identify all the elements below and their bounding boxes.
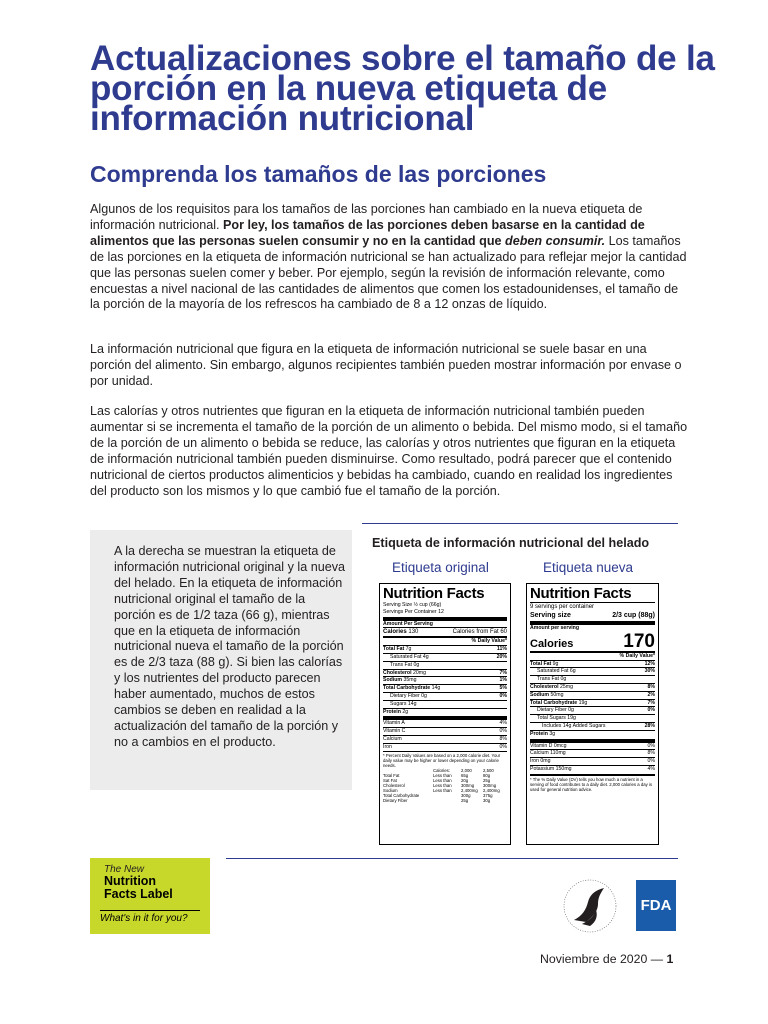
new-vitamin-row [530, 757, 655, 765]
orig-dv-table-cell: 80g [483, 773, 491, 779]
new-nutrient-row-label: Dietary Fiber [537, 707, 567, 714]
new-vitamin-dv: 8% [647, 750, 655, 757]
new-nutrient-row [530, 683, 655, 691]
page-subtitle: Comprenda los tamaños de las porciones [90, 161, 547, 187]
orig-amount-per: Amount Per Serving [383, 620, 433, 627]
intro-text-d: Los tamaños de las porciones en la etiqueta de información nutricional se han actualizado para reflejar mejor la cantidad que las personas suelen comer y beber. Por ejemplo, según la revisión de información relevante, como encuestas a nivel nacional de las cantidades de alimentos que comen los estadounidenses, el tamaño de la porción de la mayoría de los refrescos ha cambiado de 8 a 12 onzas de líquido. [90, 233, 687, 312]
original-label-heading: Etiqueta original [392, 560, 489, 575]
new-nutrition-label [526, 583, 659, 845]
new-nutrient-row-name [542, 723, 605, 730]
orig-nutrient-row [383, 653, 507, 661]
new-vitamin-name: Potassium 150mg [530, 765, 572, 772]
new-vitamin-row [530, 743, 655, 750]
orig-nutrient-row-dv: 20% [496, 653, 507, 660]
orig-servings-per: Servings Per Container 12 [383, 608, 444, 615]
panel-title: Etiqueta de información nutricional del helado [372, 536, 650, 550]
new-calories-row: Calories 170 [530, 630, 655, 652]
orig-vitamin-row [383, 735, 507, 743]
hhs-seal-icon [560, 876, 620, 936]
badge-line-3: Facts Label [104, 887, 173, 901]
new-nutrient-row-label: Saturated Fat [537, 668, 569, 675]
orig-vitamin-row [383, 720, 507, 727]
orig-vitamin-dv: 0% [499, 743, 507, 750]
orig-dv-table-cell: 2,000 [461, 768, 472, 774]
orig-nutrient-row [383, 692, 507, 700]
orig-serving-size: Serving Size ½ cup (66g) [383, 602, 442, 608]
new-nutrient-row-label: Includes 14g Added Sugars [542, 722, 606, 729]
orig-nutrient-row [383, 708, 507, 716]
new-nutrient-row-label: Trans Fat [537, 676, 560, 683]
orig-nutrient-row-name: Trans Fat 0g [390, 661, 420, 668]
new-vitamin-name: Calcium 110mg [530, 750, 566, 757]
orig-vitamin-name: Iron [383, 743, 392, 750]
new-nf-title: Nutrition Facts [530, 585, 632, 602]
orig-dv-table-cell: 65g [461, 773, 469, 779]
orig-dv-table-cell: 30g [483, 798, 491, 804]
new-label-heading: Etiqueta nueva [543, 560, 634, 575]
new-amount-per: Amount per serving [530, 625, 580, 631]
new-nutrient-row-dv: 2% [647, 691, 655, 698]
new-nutrient-row-label: Sodium [530, 691, 550, 698]
orig-nutrient-row-label: Dietary Fiber [390, 692, 420, 699]
new-vitamin-dv: 0% [647, 742, 655, 749]
orig-dv-table-cell: Calories: [433, 768, 450, 774]
orig-dv-table-cell: 300mg [461, 783, 475, 789]
new-vitamin-name: Vitamin D 0mcg [530, 742, 567, 749]
new-nutrient-row-name: Sodium 50mg [530, 691, 564, 698]
new-nutrient-row [530, 730, 655, 738]
new-nutrient-row-name: Trans Fat 0g [537, 676, 567, 683]
orig-nutrient-row-label: Total Carbohydrate [383, 685, 431, 692]
orig-dv-table-cell [433, 798, 461, 803]
new-nutrient-row-label: Total Sugars [537, 715, 566, 722]
orig-nutrient-row [383, 645, 507, 653]
new-nutrient-row-name: Saturated Fat 6g [537, 668, 576, 675]
paragraph-2: La información nutricional que figura en la etiqueta de información nutricional se suele basar en una porción del alimento. Sin embargo, algunos recipientes también pueden mostrar información por envase o por unidad. [90, 342, 682, 388]
sidebar-text: A la derecha se muestran la etiqueta de información nutricional original y la nueva del helado. En la etiqueta de información nutricional original el tamaño de la porción es de 1/2 taza (66 g), mientras que en la etiqueta de información nutricional nueva el tamaño de la porción es de 2/3 taza (88 g). Si bien las calorías y los nutrientes del producto parecen haber aumentado, muchos de estos cambios se deben en realidad a la actualización del tamaño de la porción y no a cambios en el producto. [114, 544, 346, 749]
new-vitamin-row [530, 749, 655, 757]
orig-nutrient-row-name: Saturated Fat 4g [390, 653, 429, 660]
orig-nutrient-row-label: Cholesterol [383, 669, 412, 676]
orig-vitamin-row [383, 743, 507, 751]
orig-nutrient-row-dv: 7% [499, 669, 507, 676]
divider-top [362, 523, 678, 524]
new-nutrient-row-dv: 28% [644, 722, 655, 729]
orig-nutrient-row-name: Cholesterol 20mg [383, 669, 426, 676]
orig-vitamin-dv: 4% [499, 720, 507, 727]
orig-dv-table-cell: 300g [461, 793, 471, 799]
new-nutrient-row-dv: 0% [647, 707, 655, 714]
orig-nutrient-row-dv: 5% [499, 685, 507, 692]
intro-paragraph [90, 202, 690, 313]
orig-nutrient-row-label: Saturated Fat [390, 653, 422, 660]
orig-vitamin-dv: 8% [499, 735, 507, 742]
orig-nutrient-row-label: Sodium [383, 677, 403, 684]
orig-nutrient-row-dv: 11% [496, 646, 507, 653]
orig-vitamin-name: Calcium [383, 735, 402, 742]
new-nutrient-list [530, 660, 655, 738]
orig-dv-table-cell: Less than [433, 778, 452, 784]
new-nutrient-row-dv: 7% [647, 699, 655, 706]
new-servings-per: 9 servings per container [530, 602, 655, 611]
new-vitamin-row [530, 765, 655, 773]
intro-text-italic: deben consumir. [505, 233, 606, 248]
new-nutrient-row-label: Protein [530, 730, 548, 737]
orig-nutrient-list [383, 645, 507, 715]
new-nutrient-row-name: Total Sugars 19g [537, 715, 576, 722]
orig-nutrient-row [383, 700, 507, 708]
original-nutrition-label [379, 583, 511, 845]
orig-nutrient-row-name: Total Carbohydrate 14g [383, 685, 441, 692]
orig-vitamin-name: Vitamin C [383, 728, 406, 735]
badge-line-1: The New [104, 864, 145, 875]
new-nutrient-row [530, 660, 655, 668]
orig-nutrient-row-dv: 1% [499, 677, 507, 684]
page-footer [540, 952, 673, 966]
new-nutrient-row-dv: 8% [647, 683, 655, 690]
orig-nf-title: Nutrition Facts [383, 585, 485, 602]
new-serving-size: Serving size 2/3 cup (88g) [530, 612, 655, 619]
new-vitamin-name: Iron 0mg [530, 758, 551, 765]
orig-dv-table-cell: 375g [483, 793, 493, 799]
new-nutrient-row-dv: 12% [644, 660, 655, 667]
orig-dv-table-cell: 20g [461, 778, 469, 784]
orig-dv-table-cell: Less than [433, 773, 452, 779]
orig-vitamin-row [383, 727, 507, 735]
new-nutrient-row [530, 706, 655, 714]
orig-dv-table-cell: 2,500 [483, 768, 494, 774]
page-number: 1 [666, 952, 674, 966]
new-nutrient-row-name: Cholesterol 25mg [530, 683, 573, 690]
orig-dv-header: % Daily Value* [471, 638, 507, 645]
new-nutrient-row [530, 722, 655, 730]
orig-vitamin-list [383, 720, 507, 750]
orig-nutrient-row-label: Sugars [390, 700, 407, 707]
new-nutrient-row [530, 667, 655, 675]
new-vitamin-dv: 4% [647, 765, 655, 772]
paragraph-3: Las calorías y otros nutrientes que figuran en la etiqueta de información nutricional también pueden aumentar si se incrementa el tamaño de la porción de un alimento o bebida. Del mismo modo, si el tamaño de la porción de un alimento o bebida se reduce, las calorías y otros nutrientes que figuran en la etiqueta de información nutricional también pueden disminuirse. Como resultado, podrá parecer que el contenido nutricional de ciertos productos alimenticios y bebidas ha cambiado, cuando en realidad los ingredientes del producto son los mismos y lo que cambió fue el tamaño de la porción. [90, 404, 688, 498]
orig-dv-table-cell: Less than [433, 783, 452, 789]
new-dv-header: % Daily Value* [619, 652, 655, 659]
new-nutrient-row-label: Total Fat [530, 660, 552, 667]
new-nutrient-row-name: Total Fat 9g [530, 660, 559, 667]
orig-dv-table-cell: 25g [461, 798, 469, 804]
new-footnote: * The % Daily Value (DV) tells you how much a nutrient in a serving of food contributes to a daily diet. 2,000 calories a day is used for general nutrition advice. [530, 774, 655, 793]
orig-nutrient-row [383, 684, 507, 692]
orig-nutrient-row-name: Protein 2g [383, 708, 409, 715]
footer-date: Noviembre de 2020 — [540, 952, 664, 966]
orig-dv-table-cell: Total Fat [383, 773, 400, 779]
page-title: Actualizaciones sobre el tamaño de la porción en la nueva etiqueta de información nutricional [90, 39, 715, 138]
orig-dv-table-cell: Cholesterol [383, 783, 405, 789]
orig-nutrient-row-label: Trans Fat [390, 661, 413, 668]
new-nutrient-row-label: Cholesterol [530, 683, 559, 690]
orig-dv-table-cell: 2,400mg [461, 788, 478, 794]
orig-nutrient-row-name: Total Fat 7g [383, 646, 412, 653]
orig-dv-table-cell: Sat Fat [383, 778, 397, 784]
orig-nutrient-row [383, 661, 507, 669]
fda-logo: FDA [636, 880, 676, 931]
orig-calories-row: Calories 130 Calories from Fat 60 [383, 629, 507, 636]
new-nutrient-row [530, 675, 655, 683]
orig-nutrient-row-name: Sugars 14g [390, 700, 417, 707]
new-nutrient-row [530, 714, 655, 722]
orig-nutrient-row-label: Total Fat [383, 646, 405, 653]
orig-footnote: * Percent Daily Values are based on a 2,000 calorie diet. Your daily value may be higher or lower depending on your calorie needs. [383, 751, 507, 769]
orig-nutrient-row [383, 669, 507, 677]
sidebar-box [90, 530, 352, 790]
new-vitamin-dv: 0% [647, 758, 655, 765]
new-nutrient-row-name: Total Carbohydrate 19g [530, 699, 588, 706]
orig-nutrient-row-name: Dietary Fiber 0g [390, 692, 427, 699]
orig-dv-table-cell: 2,400mg [483, 788, 500, 794]
orig-nutrient-row [383, 676, 507, 684]
orig-vitamin-name: Vitamin A [383, 720, 405, 727]
orig-dv-table-cell: 25g [483, 778, 491, 784]
orig-vitamin-dv: 0% [499, 728, 507, 735]
new-nutrient-row-label: Total Carbohydrate [530, 699, 578, 706]
orig-dv-table-cell: Less than [433, 788, 452, 794]
badge-line-2: Nutrition [104, 874, 157, 888]
orig-dv-table-cell: Sodium [383, 788, 398, 794]
new-nutrient-row-name: Protein 3g [530, 730, 556, 737]
orig-nutrient-row-dv: 0% [499, 692, 507, 699]
intro-text-a: Algunos de los requisitos para los tamaños de las porciones han cambiado en la nueva etiqueta de información nutricional. [90, 202, 643, 232]
orig-dv-table-cell: Dietary Fiber [383, 798, 408, 804]
divider-bottom [226, 858, 678, 859]
orig-nutrient-row-label: Protein [383, 708, 401, 715]
new-nutrient-row-dv: 30% [644, 668, 655, 675]
intro-text-bold: Por ley, los tamaños de las porciones deben basarse en la cantidad de alimentos que las personas suelen consumir y no en la cantidad que [90, 217, 645, 248]
new-vitamin-list [530, 743, 655, 773]
new-nutrient-row [530, 699, 655, 707]
orig-dv-table-cell: 300mg [483, 783, 497, 789]
nutrition-facts-badge [90, 858, 210, 934]
orig-dv-table-cell: Total Carbohydrate [383, 793, 420, 799]
orig-dv-table [383, 768, 507, 803]
orig-nutrient-row-name: Sodium 35mg [383, 677, 417, 684]
new-nutrient-row-name: Dietary Fiber 0g [537, 707, 574, 714]
new-nutrient-row [530, 691, 655, 699]
badge-line-4: What's in it for you? [100, 910, 200, 924]
